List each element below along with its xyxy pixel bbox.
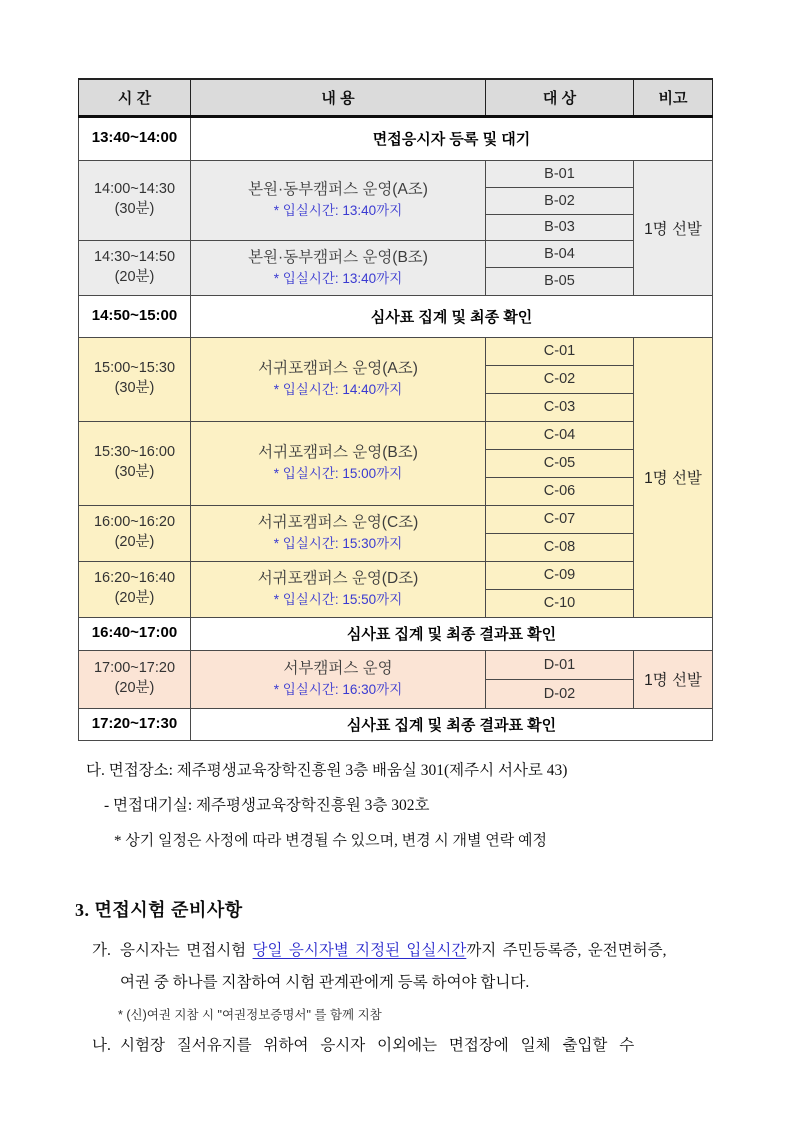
note-schedule-change: * 상기 일정은 사정에 따라 변경될 수 있으며, 변경 시 개별 연락 예정 xyxy=(114,832,547,849)
target-cell: D-01 xyxy=(486,650,634,679)
table-row xyxy=(79,295,713,337)
entry-time-note: * 입실시간: 13:40까지 xyxy=(273,270,403,286)
activity-cell: 심사표 집계 및 최종 결과표 확인 xyxy=(191,617,713,650)
time-range: 16:00~16:20 xyxy=(93,514,176,531)
col-header-time: 시 간 xyxy=(79,79,191,116)
time-range: 14:00~14:30 xyxy=(93,181,176,198)
time-range: 15:00~15:30 xyxy=(93,360,176,377)
time-cell xyxy=(79,160,191,240)
item-ga-label: 가. xyxy=(92,941,111,959)
remark-cell: 1명 선발 xyxy=(634,160,713,295)
col-header-content: 내 용 xyxy=(191,79,486,116)
schedule-table xyxy=(78,78,713,741)
entry-time-note: * 입실시간: 15:30까지 xyxy=(273,536,403,552)
section-preparation xyxy=(75,896,718,1057)
time-cell xyxy=(79,650,191,708)
item-na-label: 나. xyxy=(92,1036,111,1054)
target-cell: C-04 xyxy=(486,421,634,449)
time-cell xyxy=(79,421,191,505)
entry-time-note: * 입실시간: 14:40까지 xyxy=(273,382,403,398)
entry-time-note: * 입실시간: 15:00까지 xyxy=(273,466,403,482)
entry-time-note: * 입실시간: 16:30까지 xyxy=(273,682,403,698)
target-cell: C-06 xyxy=(486,477,634,505)
passport-subnote: * (신)여권 지참 시 "여권정보증명서" 를 함께 지참 xyxy=(118,1007,382,1022)
item-ga-line2: 여권 중 하나를 지참하여 시험 관계관에게 등록 하여야 합니다. xyxy=(120,974,530,992)
table-row xyxy=(79,708,713,740)
target-cell: D-02 xyxy=(486,679,634,708)
entry-time-note: * 입실시간: 13:40까지 xyxy=(273,203,403,219)
table-header-row xyxy=(79,79,713,116)
content-cell xyxy=(191,505,486,561)
time-cell: 14:50~15:00 xyxy=(79,295,191,337)
campus-label: 서귀포캠퍼스 운영(B조) xyxy=(258,444,418,462)
campus-label: 서귀포캠퍼스 운영(C조) xyxy=(257,514,419,532)
target-cell: C-02 xyxy=(486,365,634,393)
note-interview-location: 다. 면접장소: 제주평생교육장학진흥원 3층 배움실 301(제주시 서사로 43) xyxy=(86,761,568,779)
item-ga-line1 xyxy=(120,940,718,962)
table-row xyxy=(79,650,713,679)
time-cell: 17:20~17:30 xyxy=(79,708,191,740)
note-waiting-room: - 면접대기실: 제주평생교육장학진흥원 3층 302호 xyxy=(104,796,430,814)
item-ga-text-pre: 응시자는 면접시험 xyxy=(120,941,253,959)
campus-label: 서귀포캠퍼스 운영(D조) xyxy=(257,570,419,588)
content-cell xyxy=(191,240,486,295)
activity-cell: 심사표 집계 및 최종 확인 xyxy=(191,295,713,337)
activity-cell: 면접응시자 등록 및 대기 xyxy=(191,116,713,160)
target-cell: B-03 xyxy=(486,214,634,240)
time-cell: 13:40~14:00 xyxy=(79,116,191,160)
remark-cell: 1명 선발 xyxy=(634,650,713,708)
table-row xyxy=(79,116,713,160)
entry-time-note: * 입실시간: 15:50까지 xyxy=(273,592,403,608)
campus-label: 본원·동부캠퍼스 운영(B조) xyxy=(248,248,428,266)
duration: (20분) xyxy=(114,268,155,285)
activity-cell: 심사표 집계 및 최종 결과표 확인 xyxy=(191,708,713,740)
item-na-text: 시험장 질서유지를 위하여 응시자 이외에는 면접장에 일체 출입할 수 xyxy=(120,1036,635,1054)
table-row xyxy=(79,617,713,650)
time-cell xyxy=(79,240,191,295)
campus-label: 서귀포캠퍼스 운영(A조) xyxy=(258,360,418,378)
time-cell: 16:40~17:00 xyxy=(79,617,191,650)
table-row xyxy=(79,337,713,365)
content-cell xyxy=(191,561,486,617)
campus-label: 서부캠퍼스 운영 xyxy=(283,660,393,678)
time-cell xyxy=(79,561,191,617)
table-footnotes xyxy=(78,758,718,850)
duration: (30분) xyxy=(114,380,155,396)
time-cell xyxy=(79,337,191,421)
duration: (20분) xyxy=(114,680,155,696)
table-row xyxy=(79,160,713,187)
table-row xyxy=(79,505,713,533)
content-cell xyxy=(191,160,486,240)
target-cell: B-01 xyxy=(486,160,634,187)
time-range: 17:00~17:20 xyxy=(93,660,176,677)
col-header-target: 대 상 xyxy=(486,79,634,116)
item-ga-text-post: 까지 주민등록증, 운전면허증, xyxy=(466,941,667,959)
entry-time-link: 당일 응시자별 지정된 입실시간 xyxy=(252,941,467,959)
remark-cell: 1명 선발 xyxy=(634,337,713,617)
col-header-remark: 비고 xyxy=(634,79,713,116)
target-cell: B-02 xyxy=(486,187,634,214)
table-row xyxy=(79,240,713,267)
time-cell xyxy=(79,505,191,561)
time-range: 14:30~14:50 xyxy=(93,248,176,265)
target-cell: C-09 xyxy=(486,561,634,589)
content-cell xyxy=(191,421,486,505)
target-cell: C-10 xyxy=(486,589,634,617)
duration: (20분) xyxy=(114,590,155,606)
campus-label: 본원·동부캠퍼스 운영(A조) xyxy=(248,181,428,199)
duration: (30분) xyxy=(114,201,155,217)
item-na xyxy=(92,1035,718,1057)
target-cell: B-05 xyxy=(486,267,634,295)
content-cell xyxy=(191,650,486,708)
time-range: 15:30~16:00 xyxy=(93,444,176,461)
target-cell: C-01 xyxy=(486,337,634,365)
content-cell xyxy=(191,337,486,421)
item-ga xyxy=(92,940,718,994)
target-cell: C-05 xyxy=(486,449,634,477)
duration: (30분) xyxy=(114,464,155,480)
target-cell: B-04 xyxy=(486,240,634,267)
target-cell: C-08 xyxy=(486,533,634,561)
duration: (20분) xyxy=(114,534,155,550)
time-range: 16:20~16:40 xyxy=(93,570,176,587)
table-row xyxy=(79,561,713,589)
table-row xyxy=(79,421,713,449)
target-cell: C-03 xyxy=(486,393,634,421)
target-cell: C-07 xyxy=(486,505,634,533)
section-heading: 3. 면접시험 준비사항 xyxy=(75,899,243,920)
